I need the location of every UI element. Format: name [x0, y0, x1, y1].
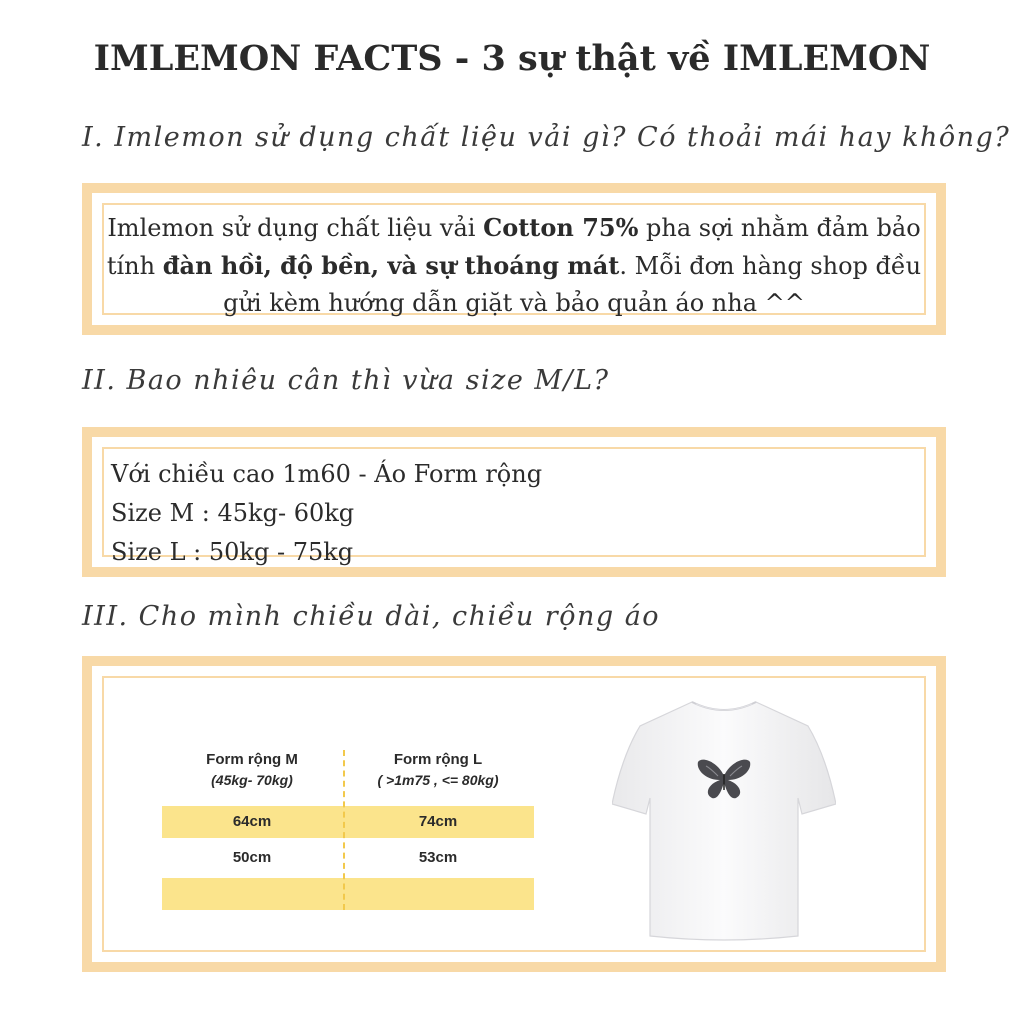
table-cell-m: 50cm	[232, 849, 272, 866]
answer-1-part-3: . Mỗi đơn hàng shop đều gửi kèm hướng dẫn giặt và bảo quản áo nha ^^	[223, 252, 922, 317]
answer-1-part-1: Imlemon sử dụng chất liệu vải	[107, 214, 484, 242]
table-row	[162, 842, 534, 874]
table-cell-m	[162, 878, 342, 910]
header-m-name: Form rộng M	[206, 751, 298, 768]
answer-1-text	[92, 209, 936, 322]
page-title: IMLEMON FACTS - 3 sự thật về IMLEMON	[93, 38, 931, 79]
size-table	[162, 750, 534, 910]
question-2: II. Bao nhiêu cân thì vừa size M/L?	[82, 365, 610, 396]
answer-2-line-3: Size L : 50kg - 75kg	[111, 538, 354, 566]
question-1: I. Imlemon sử dụng chất liệu vải gì? Có thoải mái hay không?	[82, 122, 1011, 153]
answer-2-line-2: Size M : 45kg- 60kg	[111, 499, 355, 527]
answer-2-line-1: Với chiều cao 1m60 - Áo Form rộng	[111, 460, 543, 488]
answer-box-3	[82, 656, 946, 972]
answer-1-bold-2: đàn hồi, độ bền, và sự thoáng mát	[162, 251, 620, 280]
answer-1-part-2: pha sợi nhằm đảm bảo tính	[106, 214, 921, 280]
answer-box-2	[82, 427, 946, 577]
header-l-range: ( >1m75 , <= 80kg)	[377, 772, 499, 788]
size-table-header-l	[348, 750, 528, 790]
table-cell-l: 74cm	[418, 813, 458, 830]
header-l-name: Form rộng L	[393, 751, 483, 768]
answer-2-text	[111, 455, 542, 572]
size-table-header-m	[162, 750, 342, 790]
table-cell-l: 53cm	[418, 849, 458, 866]
table-cell-l	[348, 878, 528, 910]
table-row	[162, 806, 534, 838]
header-m-range: (45kg- 70kg)	[211, 772, 293, 788]
answer-1-bold-1: Cotton 75%	[483, 213, 639, 242]
table-cell-m: 64cm	[232, 813, 272, 830]
table-column-divider	[343, 750, 345, 910]
question-3: III. Cho mình chiều dài, chiều rộng áo	[82, 601, 661, 632]
table-row	[162, 878, 534, 910]
answer-box-1	[82, 183, 946, 335]
white-tshirt-butterfly-icon	[612, 686, 836, 946]
